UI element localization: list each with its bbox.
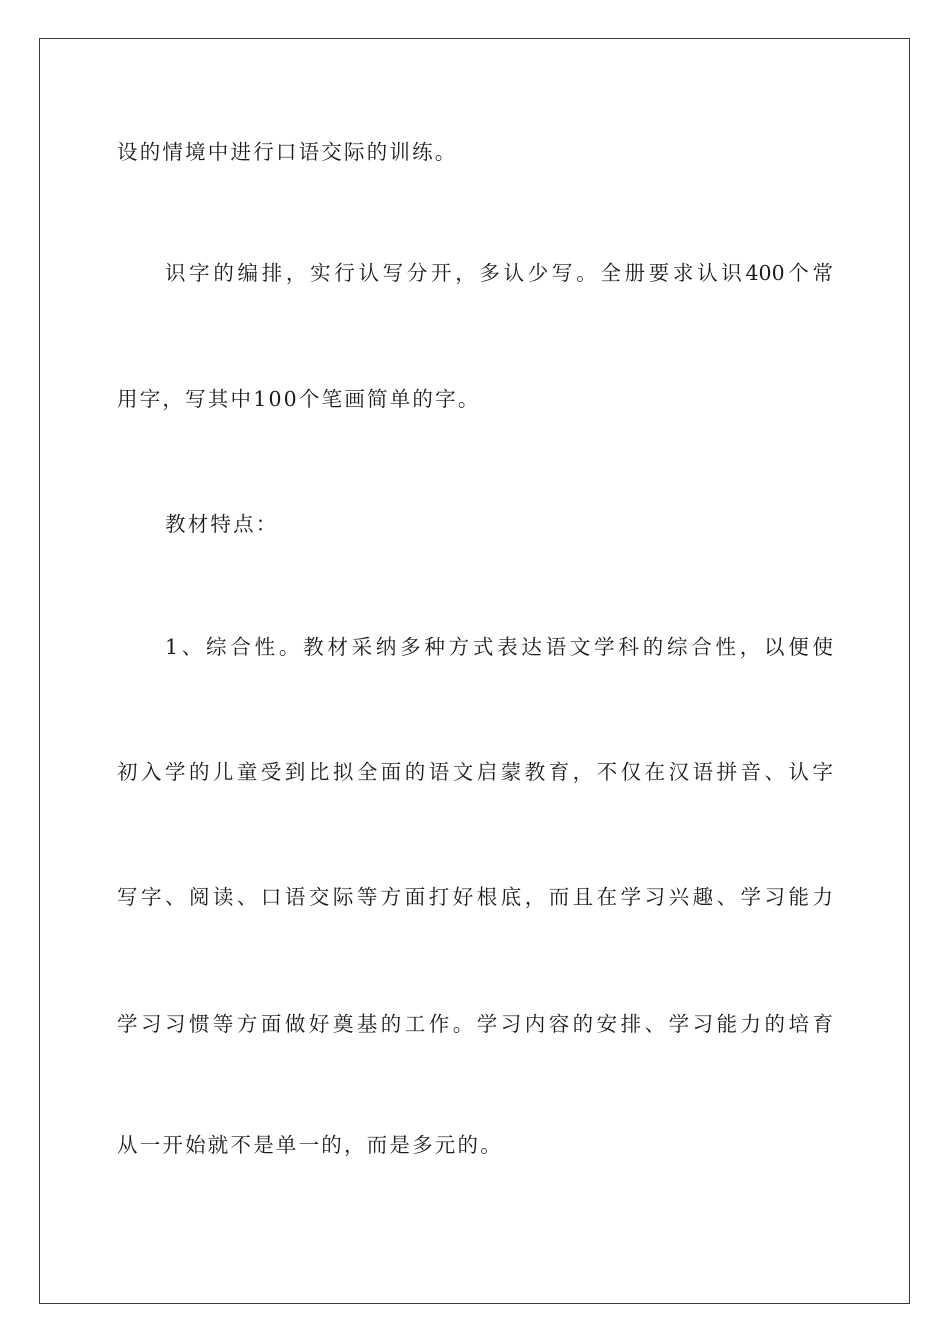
text-line-1: 设的情境中进行口语交际的训练。 [117, 140, 458, 164]
section-heading: 教材特点： [165, 512, 279, 536]
text-line-7: 写字、阅读、口语交际等方面打好根底，而且在学习兴趣、学习能力 [117, 885, 833, 909]
page-border [39, 38, 910, 1304]
text-line-3: 用字，写其中100个笔画简单的字。 [117, 387, 481, 411]
text-line-2: 识字的编排，实行认写分开，多认少写。全册要求认识400个常 [165, 261, 833, 285]
text-line-5: 1、综合性。教材采纳多种方式表达语文学科的综合性，以便使 [165, 635, 833, 659]
text-line-6: 初入学的儿童受到比拟全面的语文启蒙教育，不仅在汉语拼音、认字 [117, 760, 833, 784]
text-line-8: 学习习惯等方面做好奠基的工作。学习内容的安排、学习能力的培育 [117, 1012, 833, 1036]
text-line-9: 从一开始就不是单一的，而是多元的。 [117, 1133, 503, 1157]
